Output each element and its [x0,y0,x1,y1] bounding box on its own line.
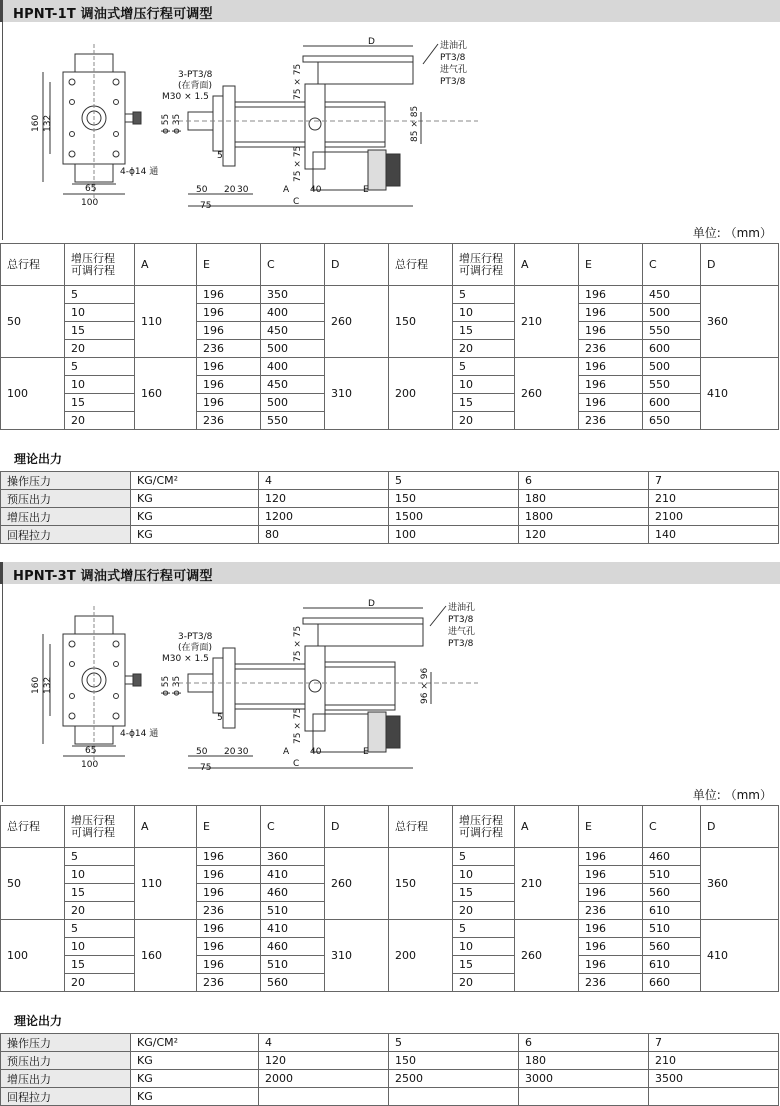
side-view [178,606,478,768]
e-cell: 196 [197,866,261,884]
air-in-label: 进气孔 [440,65,468,75]
column-header: 总行程 [389,244,453,286]
oil-in-label: 进油孔 [448,603,476,613]
output-value: 210 [649,490,779,508]
boost-stroke-cell: 10 [65,866,135,884]
port-label: 3-PT3/8 [178,632,213,642]
d-cell: 260 [325,848,389,920]
dim-t5: 5 [217,151,223,161]
boost-stroke-cell: 5 [65,920,135,938]
output-label: 回程拉力 [1,526,131,544]
e-cell: 196 [579,848,643,866]
boost-stroke-cell: 15 [65,322,135,340]
holes-label: 4-ϕ14 通 [120,167,159,177]
spec-table [0,805,779,992]
boost-stroke-cell: 5 [65,358,135,376]
section-title: HPNT-1T 调油式增压行程可调型 [13,7,213,22]
output-value: 1800 [519,508,649,526]
dim-w65: 65 [85,746,97,756]
e-cell: 236 [579,974,643,992]
e-cell: 196 [197,938,261,956]
total-stroke-cell: 200 [389,358,453,430]
dim-w100: 100 [81,760,99,770]
e-cell: 196 [579,956,643,974]
e-cell: 196 [579,304,643,322]
output-row [1,526,779,544]
output-value: 2500 [389,1070,519,1088]
c-cell: 610 [643,902,701,920]
c-cell: 410 [261,866,325,884]
boost-stroke-cell: 20 [453,340,515,358]
boost-stroke-cell: 10 [453,304,515,322]
c-cell: 460 [261,884,325,902]
c-cell: 600 [643,340,701,358]
c-cell: 450 [261,376,325,394]
output-row [1,490,779,508]
column-header: 增压行程 可调行程 [65,244,135,286]
boost-stroke-cell: 10 [65,376,135,394]
table-row [1,286,779,304]
output-value: 1500 [389,508,519,526]
dim-d35: ϕ 35 [172,113,182,134]
a-cell: 160 [135,920,197,992]
boost-stroke-cell: 5 [453,286,515,304]
column-header: D [701,244,779,286]
e-cell: 236 [197,902,261,920]
boost-stroke-cell: 20 [65,412,135,430]
d-cell: 310 [325,920,389,992]
e-cell: 196 [579,322,643,340]
dim-d55: ϕ 55 [161,675,171,696]
boost-stroke-cell: 5 [65,286,135,304]
c-cell: 510 [643,866,701,884]
output-label: 回程拉力 [1,1088,131,1106]
output-unit: KG [131,1070,259,1088]
output-row [1,508,779,526]
output-table [0,1033,779,1106]
boost-stroke-cell: 15 [453,322,515,340]
c-cell: 560 [643,938,701,956]
technical-drawing [28,596,488,781]
c-cell: 410 [261,920,325,938]
dim-D: D [368,599,375,609]
side-view [178,44,478,206]
output-value: 3500 [649,1070,779,1088]
dim-E: E [363,747,369,757]
output-title: 理论出力 [14,452,63,466]
boost-stroke-cell: 20 [65,340,135,358]
port-note: (在背面) [178,81,213,91]
holes-label: 4-ϕ14 通 [120,729,159,739]
dim-75: 75 [200,763,212,773]
dim-h160: 160 [31,676,41,694]
c-cell: 650 [643,412,701,430]
output-value: 5 [389,1034,519,1052]
air-in-label: 进气孔 [448,627,476,637]
c-cell: 460 [261,938,325,956]
output-value: 7 [649,1034,779,1052]
frame-line [2,22,3,240]
c-cell: 550 [643,376,701,394]
column-header: D [701,806,779,848]
c-cell: 460 [643,848,701,866]
output-unit: KG [131,1052,259,1070]
air-pt-label: PT3/8 [448,639,474,649]
e-cell: 236 [197,412,261,430]
c-cell: 510 [643,920,701,938]
column-header: 增压行程 可调行程 [453,806,515,848]
e-cell: 196 [197,956,261,974]
column-header: C [261,806,325,848]
section-hpnt-3t [0,562,780,1104]
c-cell: 560 [643,884,701,902]
e-cell: 196 [197,848,261,866]
output-value: 120 [519,526,649,544]
air-pt-label: PT3/8 [440,77,466,87]
boost-stroke-cell: 5 [453,920,515,938]
dim-sq1: 75 × 75 [293,625,303,662]
dim-sq1: 75 × 75 [293,63,303,100]
dim-40: 40 [310,185,322,195]
boost-stroke-cell: 10 [65,304,135,322]
output-unit: KG [131,508,259,526]
a-cell: 210 [515,848,579,920]
dim-C: C [293,759,300,769]
e-cell: 236 [579,412,643,430]
boost-stroke-cell: 20 [453,412,515,430]
section-header [0,562,780,584]
boost-stroke-cell: 20 [453,974,515,992]
e-cell: 236 [579,902,643,920]
dim-C: C [293,197,300,207]
d-cell: 360 [701,848,779,920]
thread-label: M30 × 1.5 [162,654,209,664]
a-cell: 260 [515,920,579,992]
e-cell: 196 [579,286,643,304]
output-value: 1200 [259,508,389,526]
boost-stroke-cell: 15 [453,956,515,974]
column-header: C [261,244,325,286]
c-cell: 500 [261,394,325,412]
c-cell: 510 [261,902,325,920]
output-value: 120 [259,490,389,508]
boost-stroke-cell: 5 [453,848,515,866]
output-value: 140 [649,526,779,544]
column-header: 总行程 [1,806,65,848]
column-header: 总行程 [389,806,453,848]
column-header: 总行程 [1,244,65,286]
total-stroke-cell: 100 [1,920,65,992]
d-cell: 410 [701,920,779,992]
total-stroke-cell: 50 [1,286,65,358]
output-value: 2100 [649,508,779,526]
boost-stroke-cell: 20 [453,902,515,920]
column-header: C [643,806,701,848]
output-value: 2000 [259,1070,389,1088]
d-cell: 410 [701,358,779,430]
e-cell: 196 [197,286,261,304]
e-cell: 196 [579,884,643,902]
output-value: 150 [389,490,519,508]
c-cell: 400 [261,358,325,376]
dim-20: 20 [224,185,236,195]
e-cell: 196 [579,866,643,884]
column-header: D [325,244,389,286]
column-header: A [135,244,197,286]
thread-label: M30 × 1.5 [162,92,209,102]
column-header: E [579,244,643,286]
output-label: 增压出力 [1,1070,131,1088]
port-note: (在背面) [178,643,213,653]
output-label: 预压出力 [1,490,131,508]
total-stroke-cell: 150 [389,848,453,920]
output-title: 理论出力 [14,1014,63,1028]
c-cell: 610 [643,956,701,974]
boost-stroke-cell: 15 [453,884,515,902]
column-header: C [643,244,701,286]
e-cell: 196 [197,920,261,938]
e-cell: 196 [197,884,261,902]
dim-30: 30 [237,747,249,757]
boost-stroke-cell: 5 [65,848,135,866]
dim-t5: 5 [217,713,223,723]
output-value: 180 [519,490,649,508]
a-cell: 260 [515,358,579,430]
oil-pt-label: PT3/8 [448,615,474,625]
output-label: 预压出力 [1,1052,131,1070]
e-cell: 196 [197,358,261,376]
column-header: E [197,244,261,286]
output-value: 80 [259,526,389,544]
boost-stroke-cell: 5 [453,358,515,376]
output-value: 100 [389,526,519,544]
output-row [1,1052,779,1070]
output-table [0,471,779,544]
output-value: 7 [649,472,779,490]
unit-label: 单位: （mm） [692,788,772,802]
c-cell: 500 [643,358,701,376]
output-label: 操作压力 [1,1034,131,1052]
dim-d35: ϕ 35 [172,675,182,696]
total-stroke-cell: 50 [1,848,65,920]
output-value: 6 [519,1034,649,1052]
frame-line [2,584,3,802]
dim-d55: ϕ 55 [161,113,171,134]
output-value: 4 [259,1034,389,1052]
dim-sq2: 75 × 75 [293,707,303,744]
boost-stroke-cell: 15 [65,956,135,974]
dim-w65: 65 [85,184,97,194]
boost-stroke-cell: 10 [453,938,515,956]
output-value: 150 [389,1052,519,1070]
column-header: D [325,806,389,848]
c-cell: 450 [643,286,701,304]
section-title: HPNT-3T 调油式增压行程可调型 [13,569,213,584]
dim-A: A [283,185,290,195]
output-value: 120 [259,1052,389,1070]
e-cell: 236 [197,974,261,992]
c-cell: 500 [643,304,701,322]
output-label: 增压出力 [1,508,131,526]
c-cell: 660 [643,974,701,992]
c-cell: 560 [261,974,325,992]
total-stroke-cell: 200 [389,920,453,992]
c-cell: 450 [261,322,325,340]
boost-stroke-cell: 10 [453,866,515,884]
dim-20: 20 [224,747,236,757]
a-cell: 210 [515,286,579,358]
output-unit: KG [131,1088,259,1106]
spec-table [0,243,779,430]
output-unit: KG [131,490,259,508]
column-header: E [197,806,261,848]
a-cell: 110 [135,848,197,920]
table-row [1,920,779,938]
dim-h132: 132 [43,676,53,694]
c-cell: 360 [261,848,325,866]
column-header: A [515,806,579,848]
dim-A: A [283,747,290,757]
e-cell: 196 [579,938,643,956]
c-cell: 350 [261,286,325,304]
dim-50: 50 [196,747,208,757]
output-value: 3000 [519,1070,649,1088]
oil-pt-label: PT3/8 [440,53,466,63]
dim-h160: 160 [31,114,41,132]
unit-label: 单位: （mm） [692,226,772,240]
port-label: 3-PT3/8 [178,70,213,80]
output-value: 6 [519,472,649,490]
e-cell: 196 [197,376,261,394]
dim-w100: 100 [81,198,99,208]
oil-in-label: 进油孔 [440,41,468,51]
column-header: E [579,806,643,848]
e-cell: 236 [197,340,261,358]
e-cell: 196 [197,304,261,322]
dim-30: 30 [237,185,249,195]
output-value: 180 [519,1052,649,1070]
total-stroke-cell: 100 [1,358,65,430]
output-label: 操作压力 [1,472,131,490]
boost-stroke-cell: 15 [65,884,135,902]
output-row [1,1070,779,1088]
output-unit: KG [131,526,259,544]
e-cell: 236 [579,340,643,358]
header-row [1,806,779,848]
d-cell: 310 [325,358,389,430]
e-cell: 196 [579,376,643,394]
d-cell: 360 [701,286,779,358]
e-cell: 196 [579,920,643,938]
dim-h132: 132 [43,114,53,132]
table-row [1,848,779,866]
e-cell: 196 [197,322,261,340]
column-header: A [515,244,579,286]
output-row [1,472,779,490]
dim-50: 50 [196,185,208,195]
output-unit: KG/CM² [131,472,259,490]
output-value: 5 [389,472,519,490]
output-unit: KG/CM² [131,1034,259,1052]
section-header [0,0,780,22]
boost-stroke-cell: 20 [65,902,135,920]
dim-sq2: 75 × 75 [293,145,303,182]
boost-stroke-cell: 15 [453,394,515,412]
e-cell: 196 [579,394,643,412]
dim-sq3: 85 × 85 [410,105,420,142]
c-cell: 500 [261,340,325,358]
boost-stroke-cell: 20 [65,974,135,992]
technical-drawing [28,34,488,219]
c-cell: 550 [643,322,701,340]
column-header: 增压行程 可调行程 [65,806,135,848]
total-stroke-cell: 150 [389,286,453,358]
c-cell: 600 [643,394,701,412]
dim-E: E [363,185,369,195]
dim-75: 75 [200,201,212,211]
dim-40: 40 [310,747,322,757]
column-header: A [135,806,197,848]
c-cell: 400 [261,304,325,322]
boost-stroke-cell: 10 [453,376,515,394]
dim-sq3: 96 × 96 [420,667,430,704]
boost-stroke-cell: 10 [65,938,135,956]
e-cell: 196 [579,358,643,376]
output-value: 210 [649,1052,779,1070]
c-cell: 550 [261,412,325,430]
header-row [1,244,779,286]
table-row [1,358,779,376]
output-row [1,1034,779,1052]
d-cell: 260 [325,286,389,358]
a-cell: 160 [135,358,197,430]
boost-stroke-cell: 15 [65,394,135,412]
column-header: 增压行程 可调行程 [453,244,515,286]
a-cell: 110 [135,286,197,358]
dim-D: D [368,37,375,47]
c-cell: 510 [261,956,325,974]
output-value: 4 [259,472,389,490]
e-cell: 196 [197,394,261,412]
